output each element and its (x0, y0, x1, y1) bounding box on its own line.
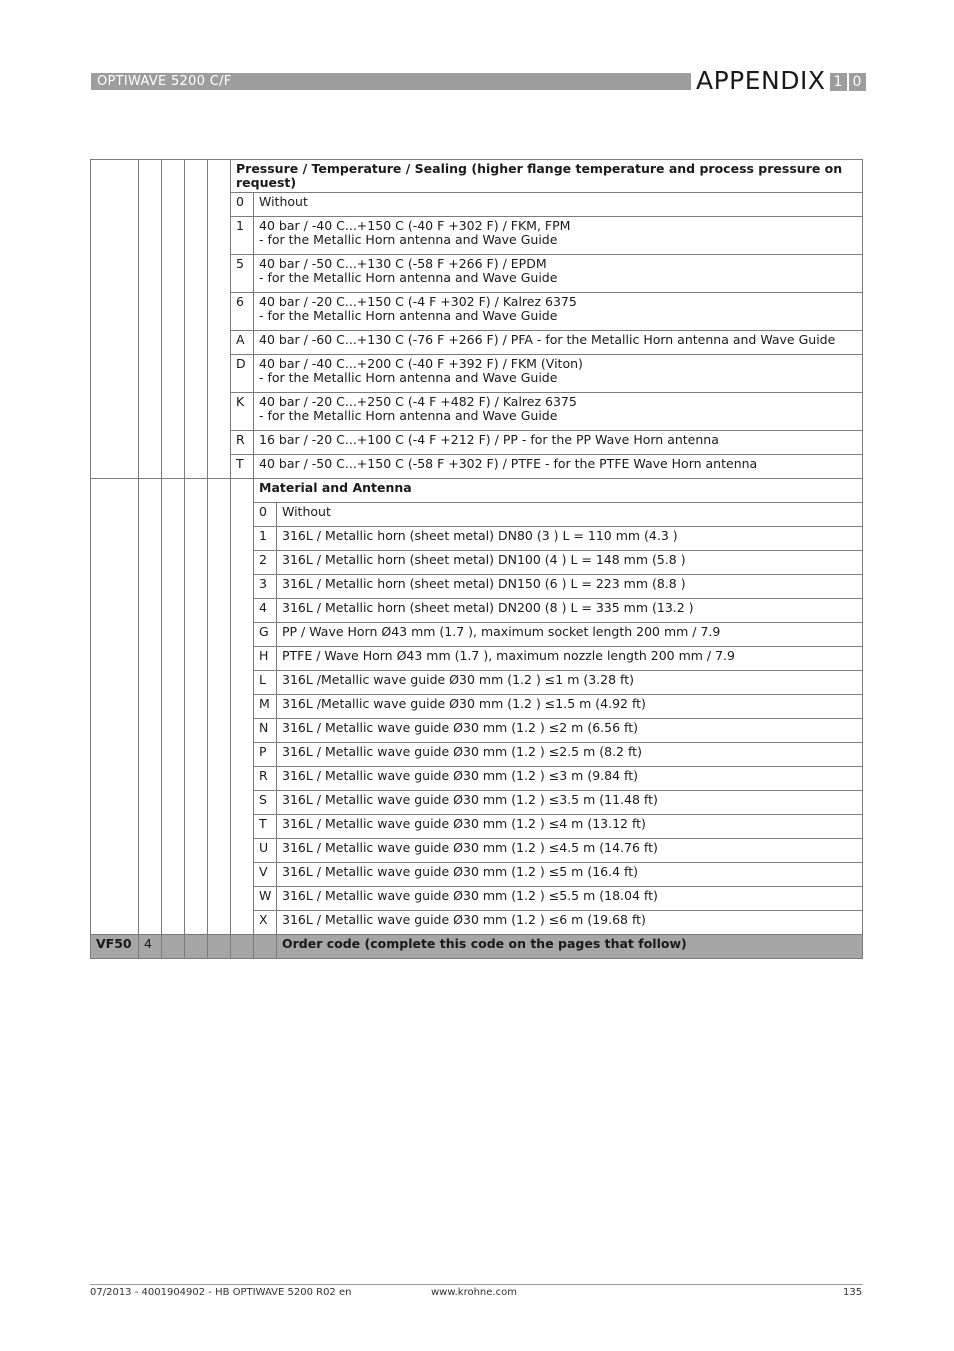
option-code: N (254, 719, 277, 743)
option-description: 316L / Metallic horn (sheet metal) DN200 (8 ) L = 335 mm (13.2 ) (277, 599, 863, 623)
blank-cell (139, 479, 162, 935)
option-code: H (254, 647, 277, 671)
option-code: L (254, 671, 277, 695)
option-code: 5 (231, 255, 254, 293)
footer-page-number: 135 (843, 1287, 863, 1298)
option-description: Without (254, 193, 863, 217)
option-description: 316L / Metallic horn (sheet metal) DN100 (4 ) L = 148 mm (5.8 ) (277, 551, 863, 575)
option-code: D (231, 355, 254, 393)
blank-cell (231, 479, 254, 935)
blank-cell (231, 935, 254, 959)
product-title-bar (91, 73, 691, 90)
option-code: T (254, 815, 277, 839)
blank-cell (254, 935, 277, 959)
footer-doc-ref: 07/2013 - 4001904902 - HB OPTIWAVE 5200 R02 en (90, 1287, 352, 1298)
option-code: G (254, 623, 277, 647)
option-description: 40 bar / -50 C...+150 C (-58 F +302 F) / PTFE - for the PTFE Wave Horn antenna (254, 455, 863, 479)
option-description: 316L / Metallic horn (sheet metal) DN150 (6 ) L = 223 mm (8.8 ) (277, 575, 863, 599)
option-code: U (254, 839, 277, 863)
chapter-title: APPENDIX (696, 65, 826, 95)
blank-cell (185, 479, 208, 935)
option-code: M (254, 695, 277, 719)
order-code-instruction: Order code (complete this code on the pages that follow) (277, 935, 863, 959)
order-code-table (90, 159, 863, 959)
option-description: 316L / Metallic wave guide Ø30 mm (1.2 ) ≤3.5 m (11.48 ft) (277, 791, 863, 815)
option-description: 316L /Metallic wave guide Ø30 mm (1.2 ) ≤1.5 m (4.92 ft) (277, 695, 863, 719)
option-description: Without (277, 503, 863, 527)
option-description: 40 bar / -60 C...+130 C (-76 F +266 F) / PFA - for the Metallic Horn antenna and Wave Guide (254, 331, 863, 355)
table-row (91, 479, 863, 503)
option-code: 1 (231, 217, 254, 255)
chapter-digit: 0 (849, 73, 866, 91)
blank-cell (162, 160, 185, 479)
option-description: 316L / Metallic wave guide Ø30 mm (1.2 ) ≤4.5 m (14.76 ft) (277, 839, 863, 863)
option-code: 3 (254, 575, 277, 599)
option-code: 1 (254, 527, 277, 551)
section-heading-material: Material and Antenna (254, 479, 863, 503)
option-description: 316L / Metallic wave guide Ø30 mm (1.2 ) ≤5 m (16.4 ft) (277, 863, 863, 887)
option-code: R (231, 431, 254, 455)
product-title: OPTIWAVE 5200 C/F (97, 74, 232, 89)
option-code: 4 (254, 599, 277, 623)
option-description: 316L / Metallic wave guide Ø30 mm (1.2 ) ≤6 m (19.68 ft) (277, 911, 863, 935)
option-code: V (254, 863, 277, 887)
blank-cell (91, 479, 139, 935)
option-description: 40 bar / -40 C...+200 C (-40 F +392 F) / FKM (Viton) - for the Metallic Horn antenna and Wave Guide (254, 355, 863, 393)
option-code: A (231, 331, 254, 355)
blank-cell (162, 935, 185, 959)
table-row (91, 160, 863, 193)
blank-cell (91, 160, 139, 479)
option-description: 316L / Metallic wave guide Ø30 mm (1.2 ) ≤5.5 m (18.04 ft) (277, 887, 863, 911)
chapter-header (696, 64, 866, 96)
option-description: 16 bar / -20 C...+100 C (-4 F +212 F) / PP - for the PP Wave Horn antenna (254, 431, 863, 455)
order-code-table-body (91, 160, 863, 959)
chapter-digit: 1 (830, 73, 847, 91)
option-description: 40 bar / -50 C...+130 C (-58 F +266 F) / EPDM - for the Metallic Horn antenna and Wave Guide (254, 255, 863, 293)
blank-cell (208, 160, 231, 479)
order-code-digit: 4 (139, 935, 162, 959)
option-description: 316L /Metallic wave guide Ø30 mm (1.2 ) ≤1 m (3.28 ft) (277, 671, 863, 695)
blank-cell (162, 479, 185, 935)
option-code: 6 (231, 293, 254, 331)
option-code: S (254, 791, 277, 815)
blank-cell (208, 935, 231, 959)
option-code: P (254, 743, 277, 767)
blank-cell (139, 160, 162, 479)
option-code: W (254, 887, 277, 911)
order-code-prefix: VF50 (91, 935, 139, 959)
option-description: 316L / Metallic wave guide Ø30 mm (1.2 ) ≤2 m (6.56 ft) (277, 719, 863, 743)
option-description: 40 bar / -40 C...+150 C (-40 F +302 F) / FKM, FPM - for the Metallic Horn antenna and Wave Guide (254, 217, 863, 255)
blank-cell (185, 935, 208, 959)
option-code: K (231, 393, 254, 431)
option-description: 316L / Metallic horn (sheet metal) DN80 (3 ) L = 110 mm (4.3 ) (277, 527, 863, 551)
option-code: R (254, 767, 277, 791)
option-description: PTFE / Wave Horn Ø43 mm (1.7 ), maximum nozzle length 200 mm / 7.9 (277, 647, 863, 671)
footer-website: www.krohne.com (431, 1287, 517, 1298)
option-code: 0 (254, 503, 277, 527)
option-description: PP / Wave Horn Ø43 mm (1.7 ), maximum socket length 200 mm / 7.9 (277, 623, 863, 647)
option-description: 40 bar / -20 C...+250 C (-4 F +482 F) / Kalrez 6375 - for the Metallic Horn antenna and Wave Guide (254, 393, 863, 431)
blank-cell (185, 160, 208, 479)
option-description: 316L / Metallic wave guide Ø30 mm (1.2 ) ≤3 m (9.84 ft) (277, 767, 863, 791)
blank-cell (208, 479, 231, 935)
option-description: 40 bar / -20 C...+150 C (-4 F +302 F) / Kalrez 6375 - for the Metallic Horn antenna and Wave Guide (254, 293, 863, 331)
option-code: 2 (254, 551, 277, 575)
section-heading-pressure: Pressure / Temperature / Sealing (higher flange temperature and process pressure on request) (231, 160, 863, 193)
order-code-row (91, 935, 863, 959)
option-description: 316L / Metallic wave guide Ø30 mm (1.2 ) ≤4 m (13.12 ft) (277, 815, 863, 839)
footer-divider (90, 1284, 863, 1285)
option-code: 0 (231, 193, 254, 217)
option-code: X (254, 911, 277, 935)
option-description: 316L / Metallic wave guide Ø30 mm (1.2 ) ≤2.5 m (8.2 ft) (277, 743, 863, 767)
option-code: T (231, 455, 254, 479)
